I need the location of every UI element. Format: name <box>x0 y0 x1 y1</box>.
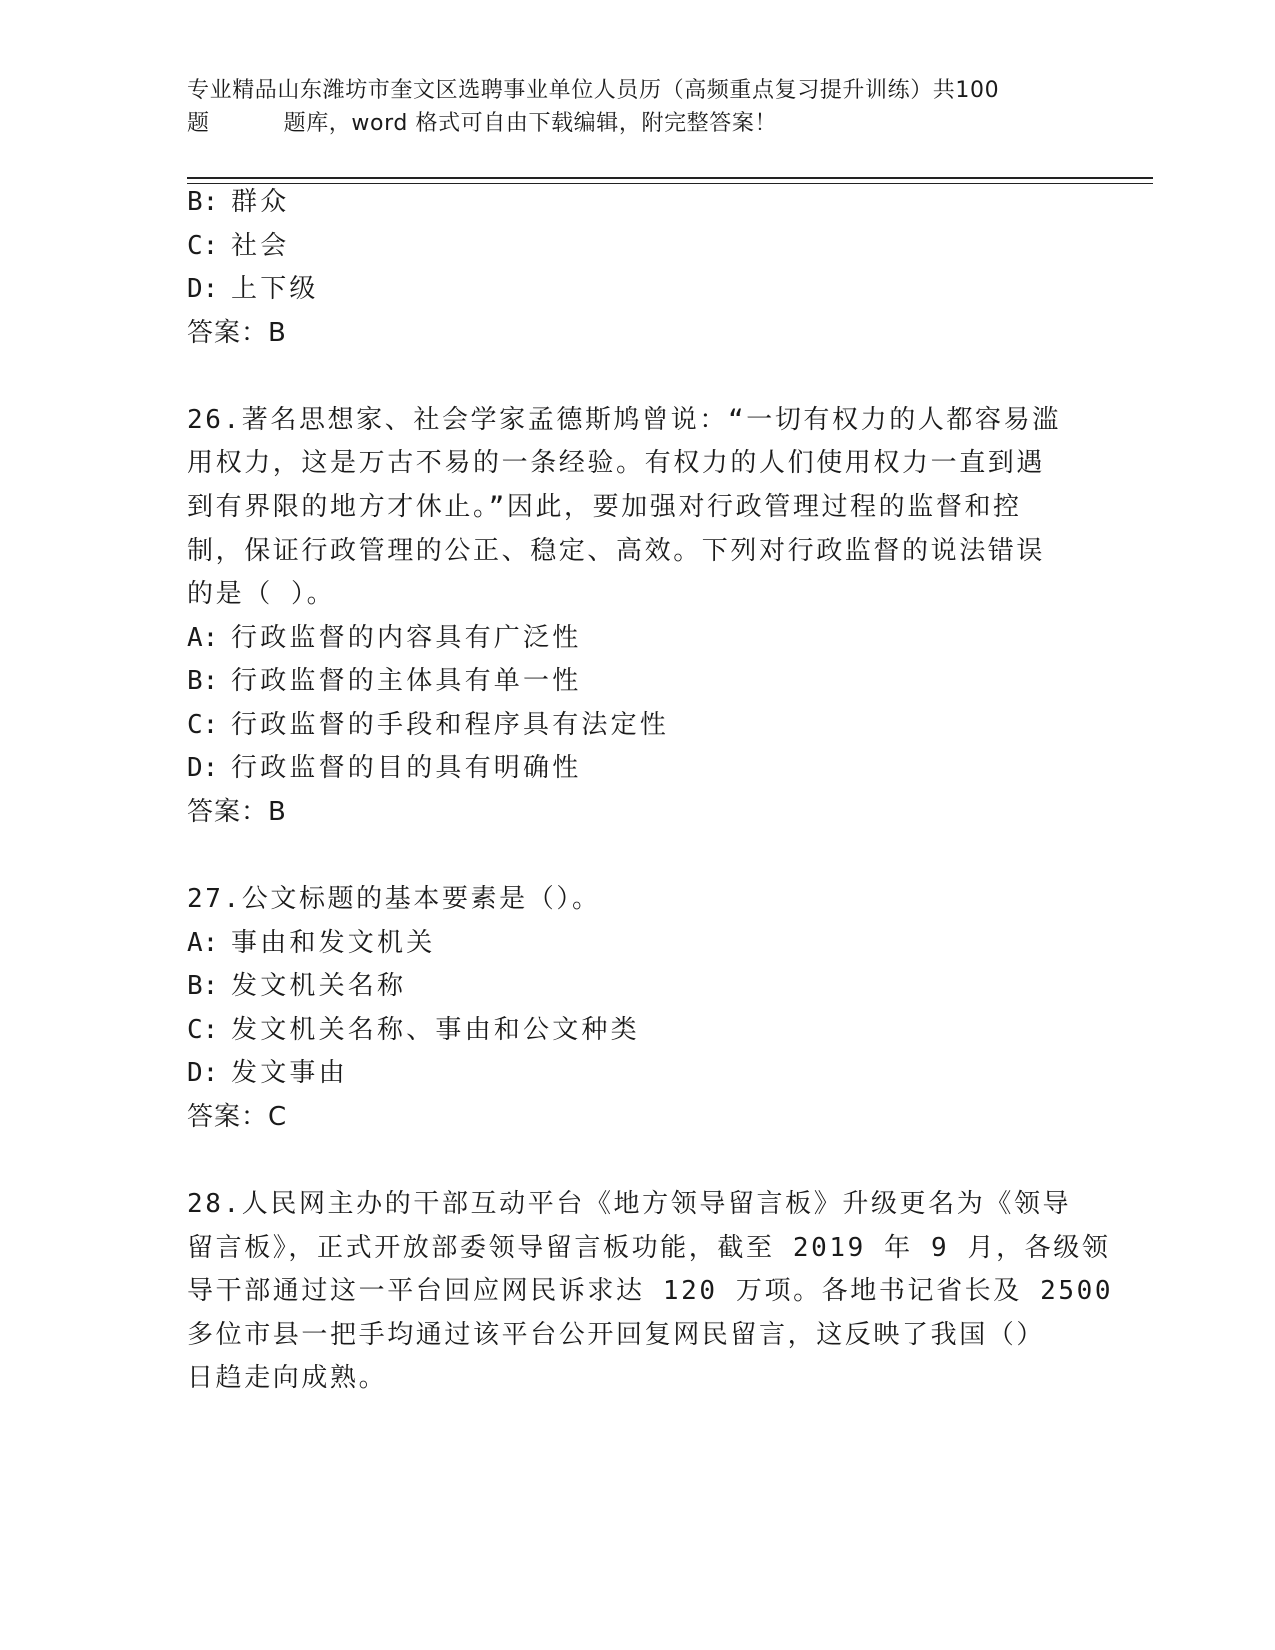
q26-stem-line3: 到有界限的地方才休止。”因此，要加强对行政管理过程的监督和控 <box>187 492 1022 522</box>
q26-stem-line4: 制，保证行政管理的公正、稳定、高效。下列对行政监督的说法错误 <box>187 536 1046 566</box>
option-text: 事由和发文机关 <box>231 928 436 958</box>
q28-stem-line5: 日趋走向成熟。 <box>187 1363 388 1393</box>
option-text: 行政监督的目的具有明确性 <box>231 753 582 783</box>
option-key: C: <box>187 710 219 740</box>
header-line2-start: 题 <box>187 111 210 136</box>
q26-option-c <box>187 708 669 742</box>
q25-option-b <box>187 185 289 219</box>
option-key: C: <box>187 231 219 261</box>
q25-option-d <box>187 272 319 306</box>
header-line2-rest: 题库，word 格式可自由下载编辑，附完整答案！ <box>283 111 778 136</box>
header-title-line1: 专业精品山东潍坊市奎文区选聘事业单位人员历（高频重点复习提升训练）共100 <box>187 78 1000 103</box>
option-text: 发文事由 <box>231 1058 348 1088</box>
option-key: D: <box>187 753 219 783</box>
option-key: A: <box>187 928 219 958</box>
option-text: 发文机关名称、事由和公文种类 <box>231 1015 640 1045</box>
option-key: A: <box>187 623 219 653</box>
page-header <box>187 74 1087 140</box>
q28-stem-line1: 28.人民网主办的干部互动平台《地方领导留言板》升级更名为《领导 <box>187 1189 1072 1219</box>
q27-option-d <box>187 1056 348 1090</box>
q27-option-c <box>187 1013 640 1047</box>
q28-stem-line4: 多位市县一把手均通过该平台公开回复网民留言，这反映了我国（） <box>187 1320 1046 1350</box>
q25-answer: 答案：B <box>187 318 287 348</box>
option-key: D: <box>187 274 219 304</box>
option-key: C: <box>187 1015 219 1045</box>
header-title-line2 <box>187 107 1087 140</box>
q27-stem: 27.公文标题的基本要素是（）。 <box>187 884 601 914</box>
option-key: B: <box>187 187 219 217</box>
option-text: 行政监督的主体具有单一性 <box>231 666 582 696</box>
q26-option-a <box>187 621 581 655</box>
option-text: 发文机关名称 <box>231 971 407 1001</box>
q25-option-c <box>187 229 289 263</box>
option-text: 行政监督的手段和程序具有法定性 <box>231 710 670 740</box>
q26-stem-line1: 26.著名思想家、社会学家孟德斯鸠曾说：“一切有权力的人都容易滥 <box>187 405 1061 435</box>
q27-option-b <box>187 969 406 1003</box>
header-divider-thick <box>187 177 1153 179</box>
q28-stem-line2: 留言板》，正式开放部委领导留言板功能，截至 2019 年 9 月，各级领 <box>187 1233 1111 1263</box>
option-text: 群众 <box>231 187 290 217</box>
option-key: D: <box>187 1058 219 1088</box>
q26-stem-line2: 用权力，这是万古不易的一条经验。有权力的人们使用权力一直到遇 <box>187 448 1046 478</box>
option-key: B: <box>187 666 219 696</box>
q27-answer: 答案：C <box>187 1102 288 1132</box>
q28-stem-line3: 导干部通过这一平台回应网民诉求达 120 万项。各地书记省长及 2500 <box>187 1276 1114 1306</box>
q26-option-b <box>187 664 581 698</box>
q27-option-a <box>187 926 435 960</box>
q26-stem-line5: 的是（ ）。 <box>187 579 336 609</box>
q26-option-d <box>187 751 581 785</box>
option-text: 行政监督的内容具有广泛性 <box>231 623 582 653</box>
option-text: 上下级 <box>231 274 319 304</box>
option-key: B: <box>187 971 219 1001</box>
option-text: 社会 <box>231 231 290 261</box>
header-divider-thin <box>187 183 1153 184</box>
q26-answer: 答案：B <box>187 797 287 827</box>
